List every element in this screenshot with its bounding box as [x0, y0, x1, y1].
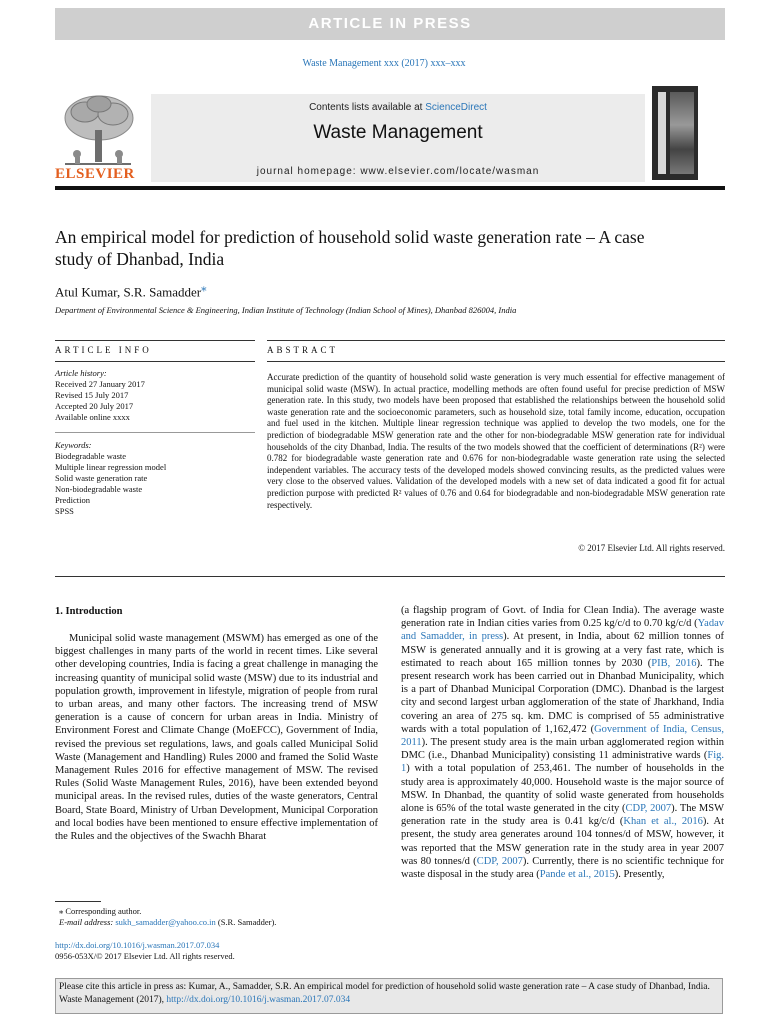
history-item: Accepted 20 July 2017 [55, 401, 134, 411]
journal-cover-thumbnail [652, 86, 698, 180]
article-history: Article history: Received 27 January 2017 Revised 15 July 2017 Accepted 20 July 2017 Available online xxxx [55, 368, 255, 423]
keyword: Prediction [55, 495, 90, 505]
abstract-heading: ABSTRACT [267, 345, 339, 355]
article-info-heading: ARTICLE INFO [55, 345, 152, 355]
cite-doi-link[interactable]: http://dx.doi.org/10.1016/j.wasman.2017.07.034 [166, 995, 351, 1005]
affiliation: Department of Environmental Science & Engineering, Indian Institute of Technology (Indian School of Mines), Dhanbad 826004, India [55, 305, 517, 315]
reference-link[interactable]: Government of India, Census, 2011 [401, 723, 724, 749]
journal-name: Waste Management [313, 122, 483, 143]
intro-paragraph-continued: (a flagship program of Govt. of India for Clean India). The average waste generation rate in Indian cities varies from 0.25 kg/c/d to 0.70 kg/c/d (Yadav and Samadder, in press). At present, in India, about 62 million tonnes of MSW is generated annually and it is growing at a very fast rate, which is estimated to reach about 165 million tonnes by 2030 (PIB, 2016). The present research work has been carried out in Dhanbad Municipality, which is a part of Dhanbad Municipal Corporation (DMC). Dhanbad is the largest city and second largest urban agglomeration of the state of Jharkhand, India covering an area of 275 sq. km. DMC is comprised of 55 administrative wards with a total population of 1,162,472 (Government of India, Census, 2011). The present study area is the main urban agglomerated region within DMC (i.e., Dhanbad Municipality) consisting 11 administrative wards (Fig. 1) with a total population of 253,461. The number of households in the study area is approximately 40,000. Household waste is the major source of MSW. In Dhanbad, the quantity of solid waste generated from households alone is 65% of the total waste generated in the city (CDP, 2007). The MSW generation rate in the study area is 0.41 kg/c/d (Khan et al., 2016). At present, the study area generates around 104 tonnes/d of MSW, however, it was reported that the MSW generation rate in the study area in year 2007 was 80 tonnes/d (CDP, 2007). Currently, there is no scientific technique for waste disposal in the study area (Pande et al., 2015). Presently, [401, 605, 724, 881]
section-heading-introduction: 1. Introduction [55, 606, 123, 617]
elsevier-logo-text: ELSEVIER [55, 166, 135, 182]
history-item: Revised 15 July 2017 [55, 390, 129, 400]
article-title: An empirical model for prediction of household solid waste generation rate – A case study of Dhanbad, India [55, 227, 645, 269]
corresponding-author-mark[interactable]: ⁎ [201, 282, 207, 294]
reference-link[interactable]: Khan et al., 2016 [623, 816, 703, 828]
footnote-email: E-mail address: sukh_samadder@yahoo.co.in (S.R. Samadder). [59, 917, 277, 927]
figure-link[interactable]: Fig. 1 [401, 750, 724, 775]
elsevier-tree-logo-icon [55, 90, 141, 168]
keywords-rule [55, 432, 255, 433]
cite-this-article-box: Please cite this article in press as: Kumar, A., Samadder, S.R. An empirical model for prediction of household solid waste generation rate – A case study of Dhanbad, India. Waste Management (2017), http://dx.doi.org/10.1016/j.wasman.2017.07.034 [55, 978, 723, 1014]
info-top-rule [55, 340, 255, 341]
author-list: Atul Kumar, S.R. Samadder⁎ [55, 282, 207, 300]
keyword: Solid waste generation rate [55, 473, 148, 483]
info-heading-rule [55, 361, 255, 362]
keyword: Biodegradable waste [55, 451, 127, 461]
reference-link[interactable]: CDP, 2007 [625, 803, 672, 815]
intro-right-column [401, 604, 724, 881]
abstract-copyright: © 2017 Elsevier Ltd. All rights reserved. [578, 543, 725, 553]
abstract-text: Accurate prediction of the quantity of household solid waste generation is very much essential for effective management of municipal solid waste (MSW). In actual practice, modelling methods are often found useful for precise prediction of MSW generation rate. In this study, two models have been proposed that established the relationships between the household solid waste generation rate and the socioeconomic parameters, such as household size, total family income, education, occupation and fuel used in the kitchen. Multiple linear regression technique was applied to develop the two models, one for the prediction of biodegradable MSW generation rate and the other for non-biodegradable MSW generation rate for individual households of the city Dhanbad, India. The results of the two models showed that the coefficient of determinations (R²) were 0.782 for biodegradable waste generation rate and 0.676 for non-biodegradable waste generation rate using the selected independent variables. The accuracy tests of the developed models showed convincing results, as the predicted values were very close to the observed values. Validation of the developed models with a new set of data indicated a good fit for actual prediction purpose with predicted R² values of 0.76 and 0.64 for biodegradable and non-biodegradable MSW generation rate respectively. [267, 372, 725, 510]
cover-image [670, 92, 694, 174]
doi-block [55, 940, 235, 962]
abstract-top-rule [267, 340, 725, 341]
intro-paragraph: Municipal solid waste management (MSWM) has emerged as one of the biggest challenges in many parts of the world in recent times. Like several other developing countries, India is facing a great challenge in managing the increasing quantity of municipal solid waste (MSW) due to its industrial and population growth, improvement in lifestyle, migration of people from rural to urban areas, and many other factors. The increasing trend of MSW generation is a cause of concern for urban areas in India. Ministry of Environment Forest and Climate Change (MoEFCC), Government of India, revised the previous set regulations, laws, and goals called Municipal Solid Waste (Management and Handling) Rules 2000 and framed the Solid Waste Management Rules 2016 for effective management of MSW. The revised Rules (Solid Waste Management Rules, 2016), have been extended beyond municipal areas. In the revised rules, duties of the waste generators, Central Board, State Board, Ministry of Urban Development, Municipal Corporation and local bodies have been mentioned to ensure effective implementation of the Rules and the objectives of the Swachh Bharat [55, 633, 378, 843]
history-item: Available online xxxx [55, 412, 130, 422]
journal-homepage[interactable]: journal homepage: www.elsevier.com/locate/wasman [256, 166, 540, 177]
footnote-rule [55, 901, 101, 902]
reference-link[interactable]: Yadav and Samadder, in press [401, 618, 724, 643]
contents-line: Contents lists available at ScienceDirect [309, 102, 487, 113]
sciencedirect-link[interactable]: ScienceDirect [425, 102, 487, 113]
body-top-rule [55, 576, 725, 577]
footnote-corresponding: ⁎ Corresponding author. [59, 906, 142, 916]
masthead-rule [55, 186, 725, 190]
keywords: Keywords: Biodegradable waste Multiple linear regression model Solid waste generation rate Non-biodegradable waste Prediction SPSS [55, 440, 255, 517]
email-link[interactable]: sukh_samadder@yahoo.co.in [115, 917, 216, 927]
history-item: Received 27 January 2017 [55, 379, 145, 389]
issn-line: 0956-053X/© 2017 Elsevier Ltd. All rights reserved. [55, 951, 235, 961]
keyword: Multiple linear regression model [55, 462, 167, 472]
keyword: SPSS [55, 506, 74, 516]
keyword: Non-biodegradable waste [55, 484, 143, 494]
cover-title-strip [658, 92, 666, 174]
abstract-heading-rule [267, 361, 725, 362]
doi-link[interactable]: http://dx.doi.org/10.1016/j.wasman.2017.07.034 [55, 940, 220, 950]
journal-masthead [55, 86, 725, 182]
reference-link[interactable]: Pande et al., 2015 [539, 869, 615, 881]
reference-link[interactable]: PIB, 2016 [651, 657, 697, 669]
intro-left-column [55, 632, 378, 843]
journal-title-box [151, 94, 645, 182]
reference-link[interactable]: CDP, 2007 [476, 855, 523, 867]
journal-citation-header[interactable]: Waste Management xxx (2017) xxx–xxx [302, 58, 466, 69]
article-in-press-banner: ARTICLE IN PRESS [55, 8, 725, 40]
